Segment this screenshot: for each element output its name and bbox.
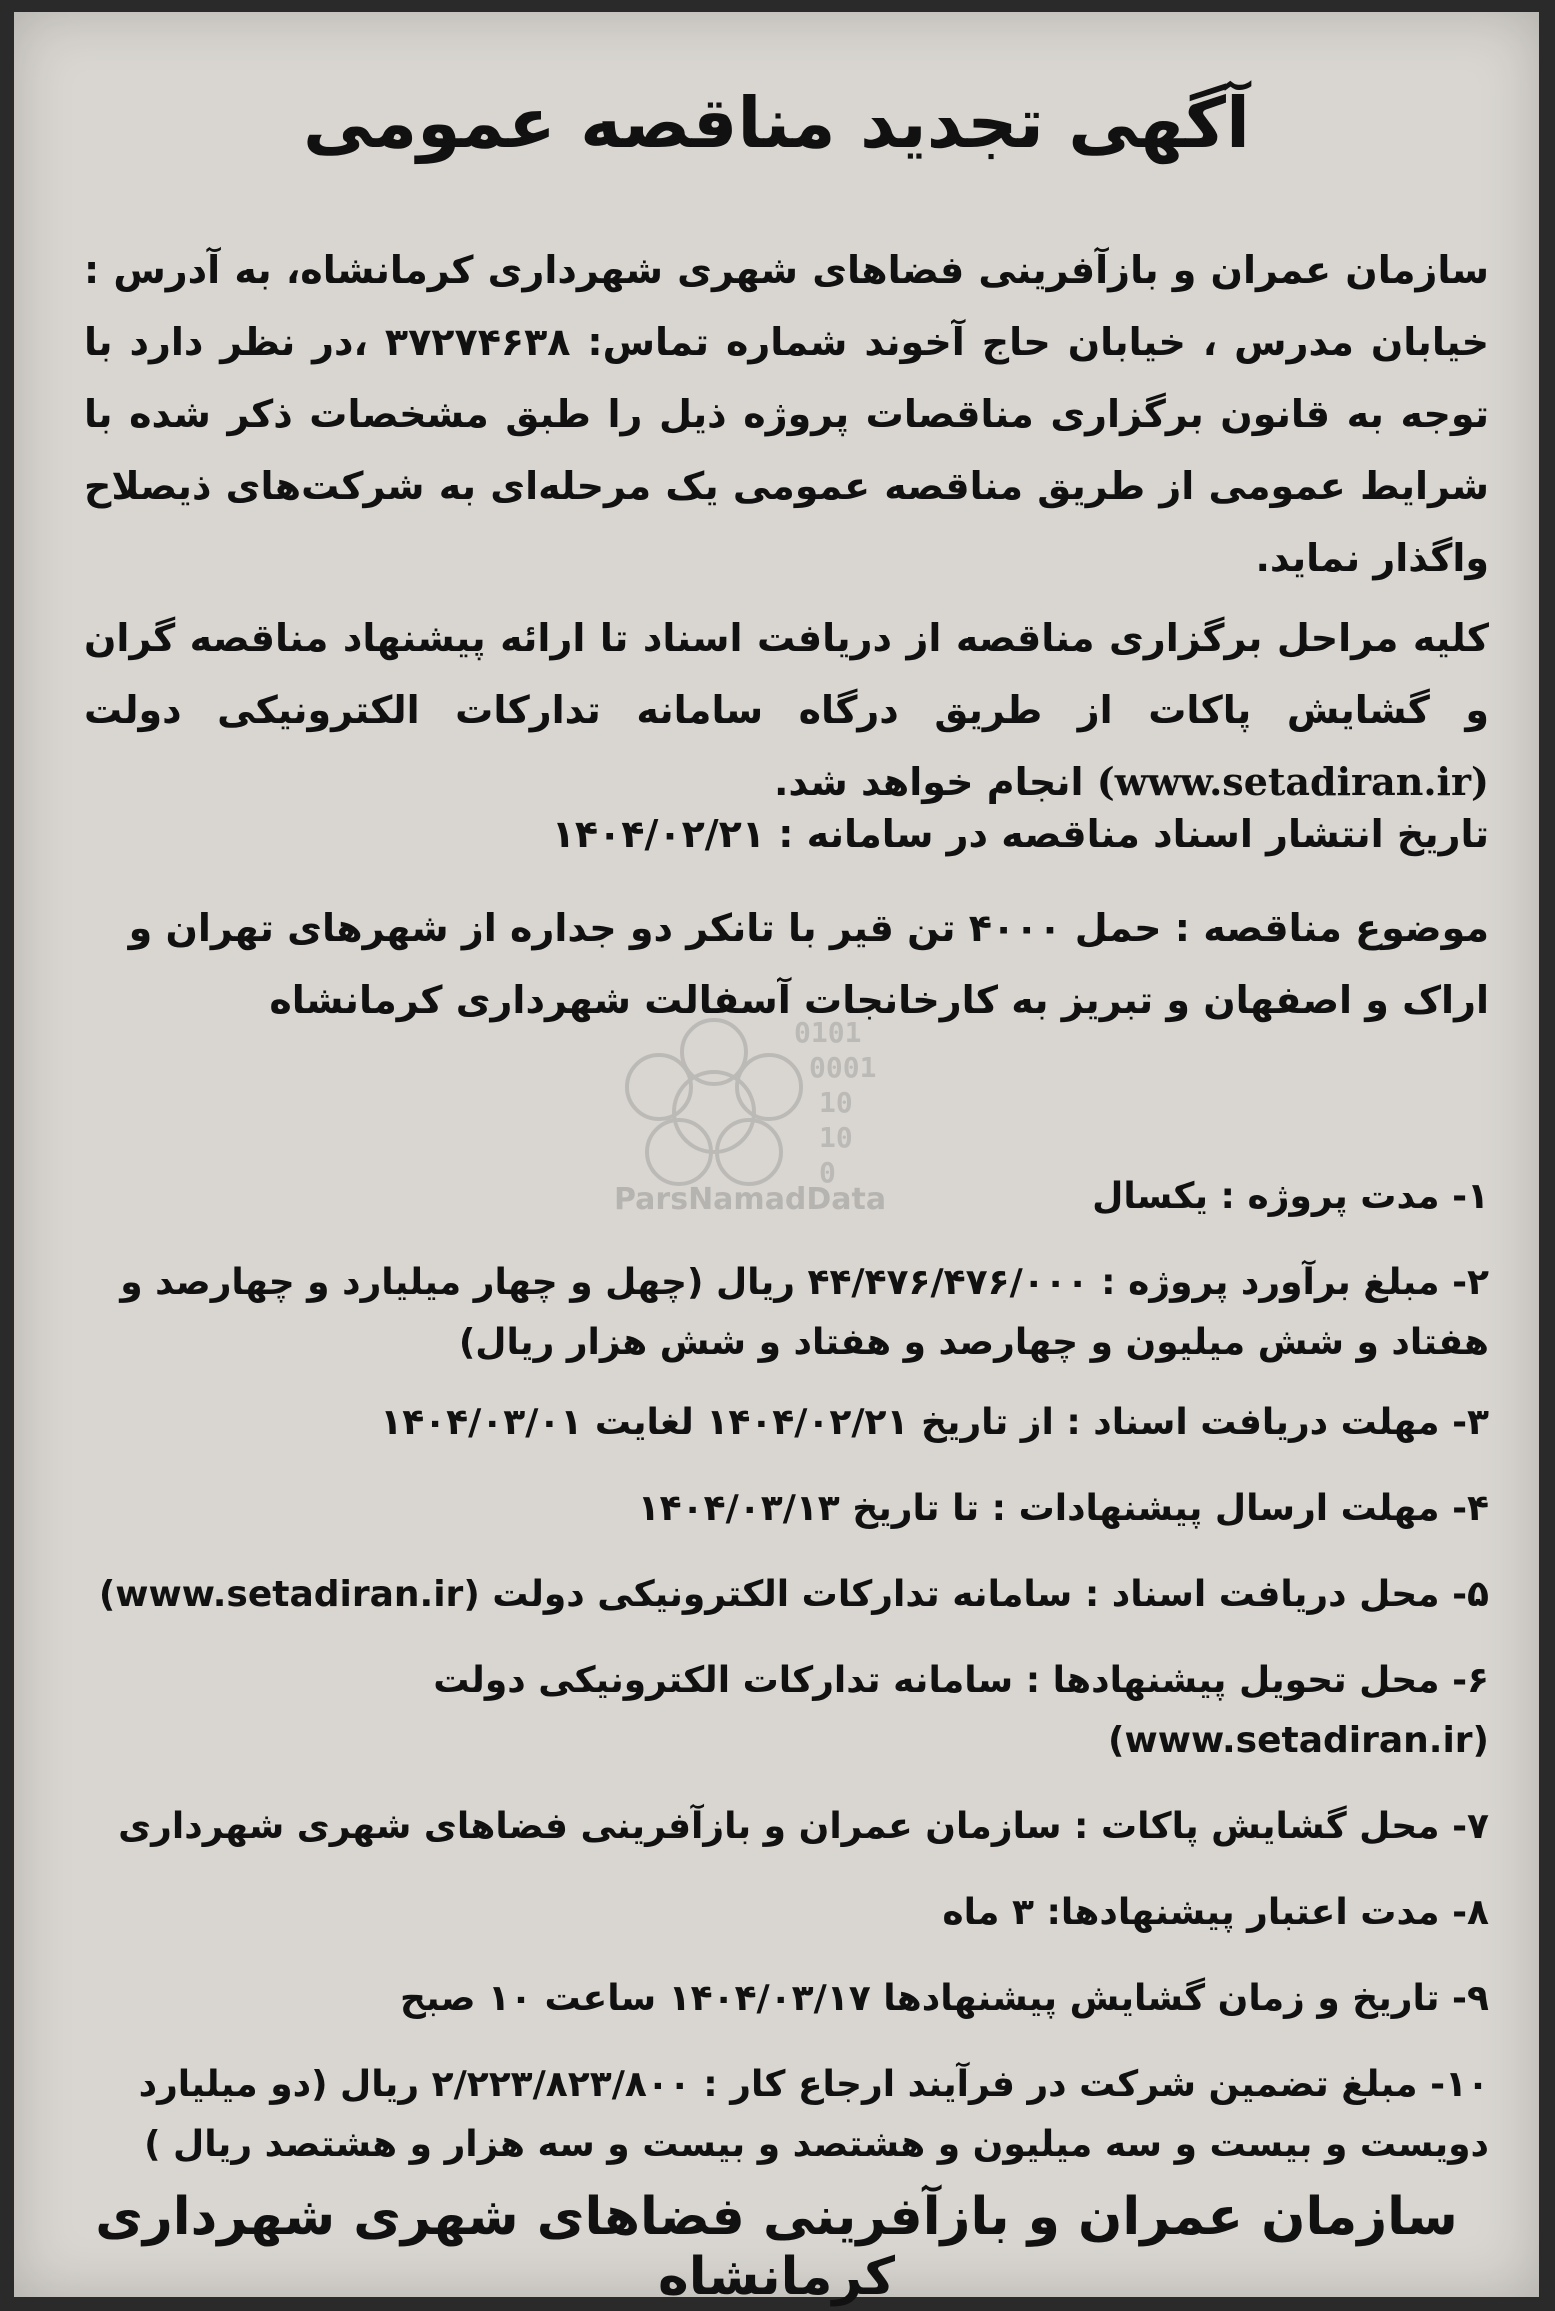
tender-subject: موضوع مناقصه : حمل ۴۰۰۰ تن قیر با تانکر دو جداره از شهرهای تهران و اراک و اصفهان و تبریز به کارخانجات آسفالت شهرداری کرمانشاه [128, 906, 1489, 1022]
svg-text:10: 10 [819, 1086, 853, 1119]
publish-date: تاریخ انتشار اسناد مناقصه در سامانه : ۱۴۰۴/۰۲/۲۱ [551, 812, 1489, 856]
watermark-text: ParsNamadData [614, 1182, 887, 1217]
intro-paragraph: سازمان عمران و بازآفرینی فضاهای شهری شهرداری کرمانشاه، به آدرس : خیابان مدرس ، خیابان حاج آخوند شماره تماس: ۳۷۲۷۴۶۳۸ ،در نظر دارد با توجه به قانون برگزاری مناقصات پروژه ذیل را طبق مشخصات ذکر شده با شرایط عمومی از طریق مناقصه عمومی یک مرحله‌ای به شرکت‌های ذیصلاح واگذار نماید. [84, 248, 1489, 580]
item-opening-place: ۷- محل گشایش پاکات : سازمان عمران و بازآفرینی فضاهای شهری شهرداری [118, 1806, 1489, 1847]
svg-text:10: 10 [819, 1121, 853, 1154]
notice-page [14, 12, 1539, 2307]
svg-text:0001: 0001 [809, 1051, 877, 1084]
process-text-end: انجام خواهد شد. [773, 760, 1084, 804]
item-opening-time: ۹- تاریخ و زمان گشایش پیشنهادها ۱۴۰۴/۰۳/۱۷ ساعت ۱۰ صبح [400, 1978, 1489, 2019]
watermark-flower-icon [594, 992, 994, 1192]
item-delivery-place: ۶- محل تحویل پیشنهادها : سامانه تدارکات الکترونیکی دولت (www.setadiran.ir) [433, 1660, 1489, 1761]
item-receive-place: ۵- محل دریافت اسناد : سامانه تدارکات الکترونیکی دولت (www.setadiran.ir) [98, 1574, 1489, 1615]
notice-title: آگهی تجدید مناقصه عمومی [303, 82, 1250, 164]
intro-section [84, 234, 1489, 826]
item-duration: ۱- مدت پروژه : یکسال [1092, 1176, 1489, 1217]
conditions-list [74, 1167, 1489, 2195]
process-text: کلیه مراحل برگزاری مناقصه از دریافت اسناد تا ارائه پیشنهاد مناقصه گران و گشایش پاکات از طریق درگاه سامانه تدارکات الکترونیکی دولت [84, 616, 1489, 732]
process-paragraph [84, 602, 1489, 818]
item-estimate: ۲- مبلغ برآورد پروژه : ۴۴/۴۷۶/۴۷۶/۰۰۰ ریال (چهل و چهار میلیارد و چهارصد و هفتاد و شش میلیون و چهارصد و هفتاد و شش هزار ریال) [120, 1262, 1489, 1363]
setadiran-url: (www.setadiran.ir) [1096, 759, 1489, 804]
item-submit-deadline: ۴- مهلت ارسال پیشنهادات : تا تاریخ ۱۴۰۴/۰۳/۱۳ [637, 1488, 1489, 1529]
item-validity: ۸- مدت اعتبار پیشنهادها: ۳ ماه [942, 1892, 1489, 1933]
organization-signature: سازمان عمران و بازآفرینی فضاهای شهری شهرداری کرمانشاه [95, 2187, 1458, 2307]
item-guarantee: ۱۰- مبلغ تضمین شرکت در فرآیند ارجاع کار : ۲/۲۲۳/۸۲۳/۸۰۰ ریال (دو میلیارد دویست و بیست و سه میلیون و هشتصد و بیست و سه هزار و هشتصد ریال ) [138, 2064, 1489, 2165]
svg-text:0: 0 [819, 1156, 836, 1189]
svg-text:0101: 0101 [794, 1016, 862, 1049]
item-receive-deadline: ۳- مهلت دریافت اسناد : از تاریخ ۱۴۰۴/۰۲/۲۱ لغایت ۱۴۰۴/۰۳/۰۱ [380, 1402, 1489, 1443]
